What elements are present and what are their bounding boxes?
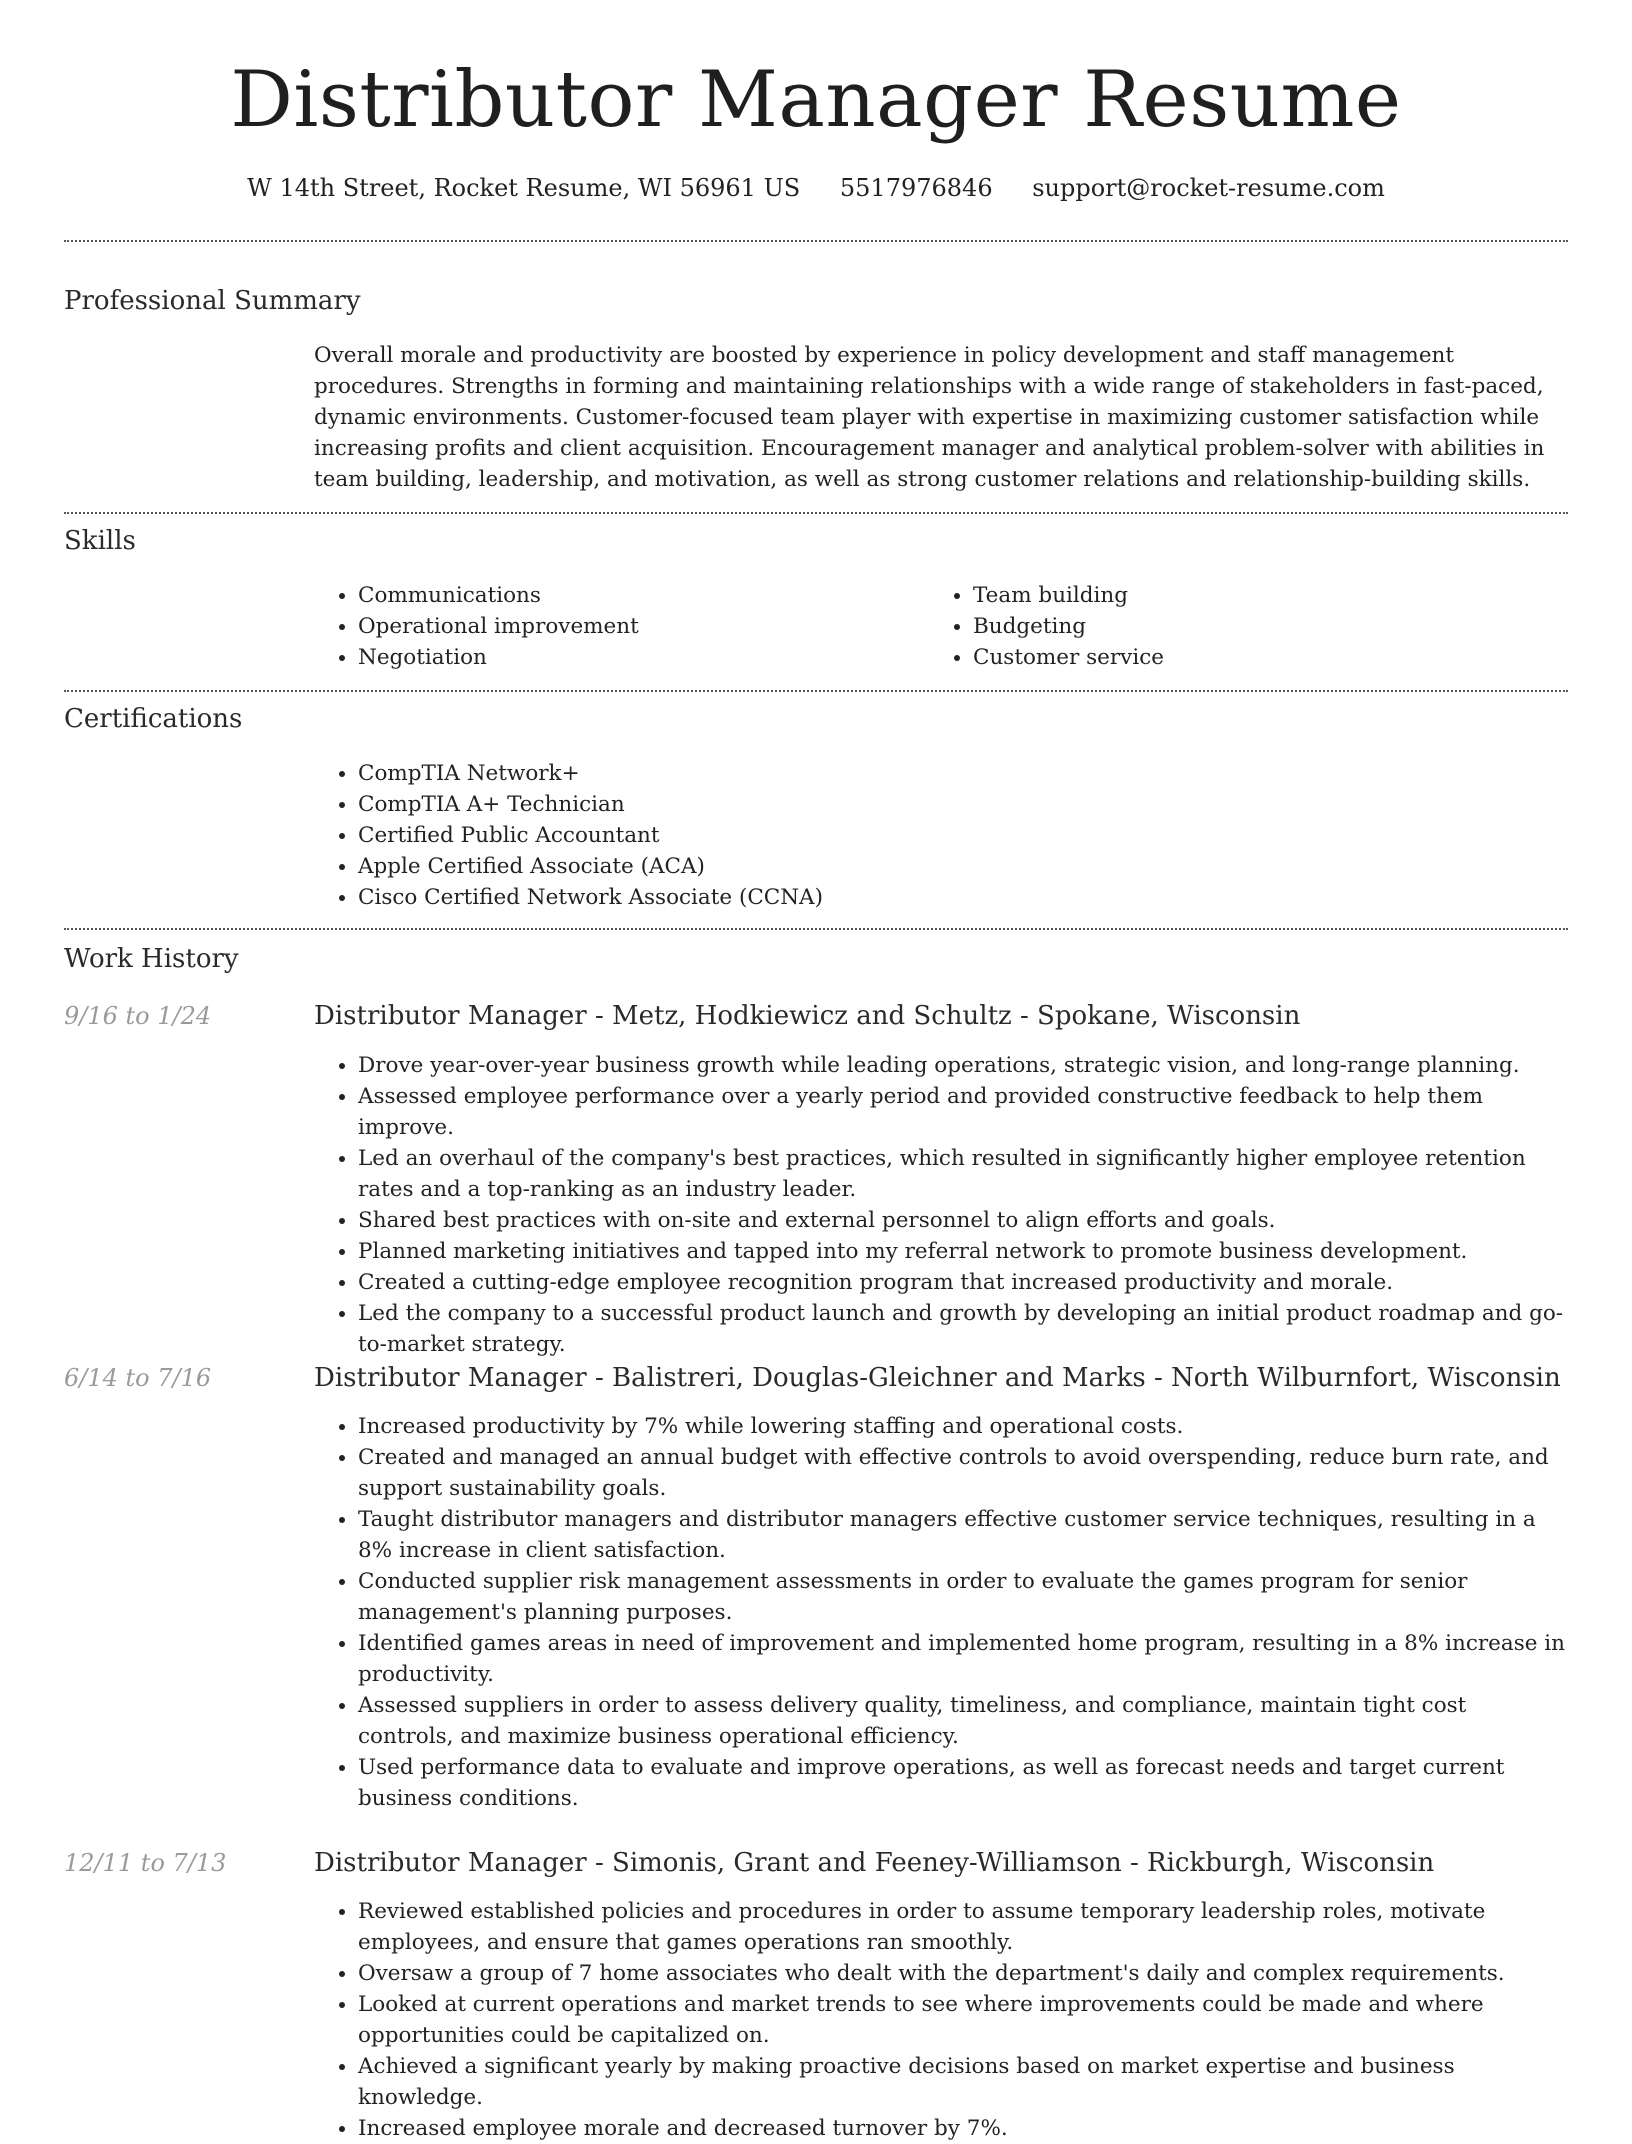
section-title-summary: Professional Summary bbox=[64, 286, 361, 316]
list-item: • Cisco Certified Network Associate (CCNA) bbox=[358, 882, 1568, 913]
divider bbox=[64, 240, 1568, 242]
contact-line bbox=[0, 172, 1632, 204]
divider bbox=[64, 928, 1568, 930]
list-item: • Reviewed established policies and procedures in order to assume temporary leadership roles, motivate employees, and ensure that games operations ran smoothly. bbox=[358, 1896, 1568, 1958]
list-item: • CompTIA Network+ bbox=[358, 758, 1568, 789]
list-item: • Led the company to a successful product launch and growth by developing an initial product roadmap and go-to-market strategy. bbox=[358, 1298, 1568, 1360]
resume-title: Distributor Manager Resume bbox=[230, 55, 1402, 145]
list-item: • Conducted supplier risk management assessments in order to evaluate the games program for senior management's planning purposes. bbox=[358, 1566, 1568, 1628]
list-item: • Apple Certified Associate (ACA) bbox=[358, 851, 1568, 882]
list-item: • Team building bbox=[973, 580, 1529, 611]
list-item: • Achieved a significant yearly by making proactive decisions based on market expertise and business knowledge. bbox=[358, 2051, 1568, 2113]
section-title-work-history: Work History bbox=[64, 944, 239, 974]
list-item: • Oversaw a group of 7 home associates who dealt with the department's daily and complex requirements. bbox=[358, 1958, 1568, 1989]
list-item: • Assessed suppliers in order to assess delivery quality, timeliness, and compliance, maintain tight cost controls, and maximize business operational efficiency. bbox=[358, 1690, 1568, 1752]
section-title-skills: Skills bbox=[64, 526, 136, 556]
skills-column-right bbox=[929, 580, 1529, 673]
divider bbox=[64, 512, 1568, 514]
list-item: • Shared best practices with on-site and external personnel to align efforts and goals. bbox=[358, 1205, 1568, 1236]
job-dates: 6/14 to 7/16 bbox=[64, 1364, 212, 1392]
list-item: • Taught distributor managers and distributor managers effective customer service techniques, resulting in a 8% increase in client satisfaction. bbox=[358, 1504, 1568, 1566]
list-item: • Looked at current operations and market trends to see where improvements could be made and where opportunities could be capitalized on. bbox=[358, 1989, 1568, 2051]
job-bullets bbox=[314, 1411, 1568, 1814]
contact-email: support@rocket-resume.com bbox=[1032, 174, 1385, 202]
list-item: • Led an overhaul of the company's best practices, which resulted in significantly higher employee retention rates and a top-ranking as an industry leader. bbox=[358, 1143, 1568, 1205]
divider bbox=[64, 690, 1568, 692]
job-dates: 12/11 to 7/13 bbox=[64, 1849, 227, 1877]
list-item: • Drove year-over-year business growth while leading operations, strategic vision, and long-range planning. bbox=[358, 1050, 1568, 1081]
job-dates: 9/16 to 1/24 bbox=[64, 1002, 212, 1030]
list-item: • Created and managed an annual budget with effective controls to avoid overspending, reduce burn rate, and support sustainability goals. bbox=[358, 1442, 1568, 1504]
list-item: • Increased employee morale and decreased turnover by 7%. bbox=[358, 2113, 1568, 2144]
job-title: Distributor Manager - Simonis, Grant and Feeney-Williamson - Rickburgh, Wisconsin bbox=[314, 1848, 1435, 1878]
section-title-certifications: Certifications bbox=[64, 704, 243, 734]
list-item: • Negotiation bbox=[358, 642, 914, 673]
skills-column-left bbox=[314, 580, 914, 673]
list-item: • Certified Public Accountant bbox=[358, 820, 1568, 851]
list-item: • Budgeting bbox=[973, 611, 1529, 642]
certifications-list bbox=[314, 758, 1568, 913]
job-title: Distributor Manager - Balistreri, Douglas-Gleichner and Marks - North Wilburnfort, Wisconsin bbox=[314, 1363, 1561, 1393]
list-item: • Assessed employee performance over a yearly period and provided constructive feedback to help them improve. bbox=[358, 1081, 1568, 1143]
list-item: • Operational improvement bbox=[358, 611, 914, 642]
list-item: • CompTIA A+ Technician bbox=[358, 789, 1568, 820]
job-bullets bbox=[314, 1050, 1568, 1360]
summary-text-block bbox=[314, 340, 1568, 495]
summary-text: Overall morale and productivity are boosted by experience in policy development and staff management procedures. Strengths in forming and maintaining relationships with a wide range of stakeholders in fast-paced, dynamic environments. Customer-focused team player with expertise in maximizing customer satisfaction while increasing profits and client acquisition. Encouragement manager and analytical problem-solver with abilities in team building, leadership, and motivation, as well as strong customer relations and relationship-building skills. bbox=[314, 343, 1545, 492]
list-item: • Customer service bbox=[973, 642, 1529, 673]
contact-phone: 5517976846 bbox=[839, 174, 993, 202]
list-item: • Created a cutting-edge employee recognition program that increased productivity and morale. bbox=[358, 1267, 1568, 1298]
list-item: • Communications bbox=[358, 580, 914, 611]
contact-address: W 14th Street, Rocket Resume, WI 56961 US bbox=[247, 174, 801, 202]
list-item: • Increased productivity by 7% while lowering staffing and operational costs. bbox=[358, 1411, 1568, 1442]
list-item: • Identified games areas in need of improvement and implemented home program, resulting in a 8% increase in productivity. bbox=[358, 1628, 1568, 1690]
job-title: Distributor Manager - Metz, Hodkiewicz and Schultz - Spokane, Wisconsin bbox=[314, 1001, 1301, 1031]
job-bullets bbox=[314, 1896, 1568, 2144]
list-item: • Planned marketing initiatives and tapped into my referral network to promote business development. bbox=[358, 1236, 1568, 1267]
list-item: • Used performance data to evaluate and improve operations, as well as forecast needs and target current business conditions. bbox=[358, 1752, 1568, 1814]
